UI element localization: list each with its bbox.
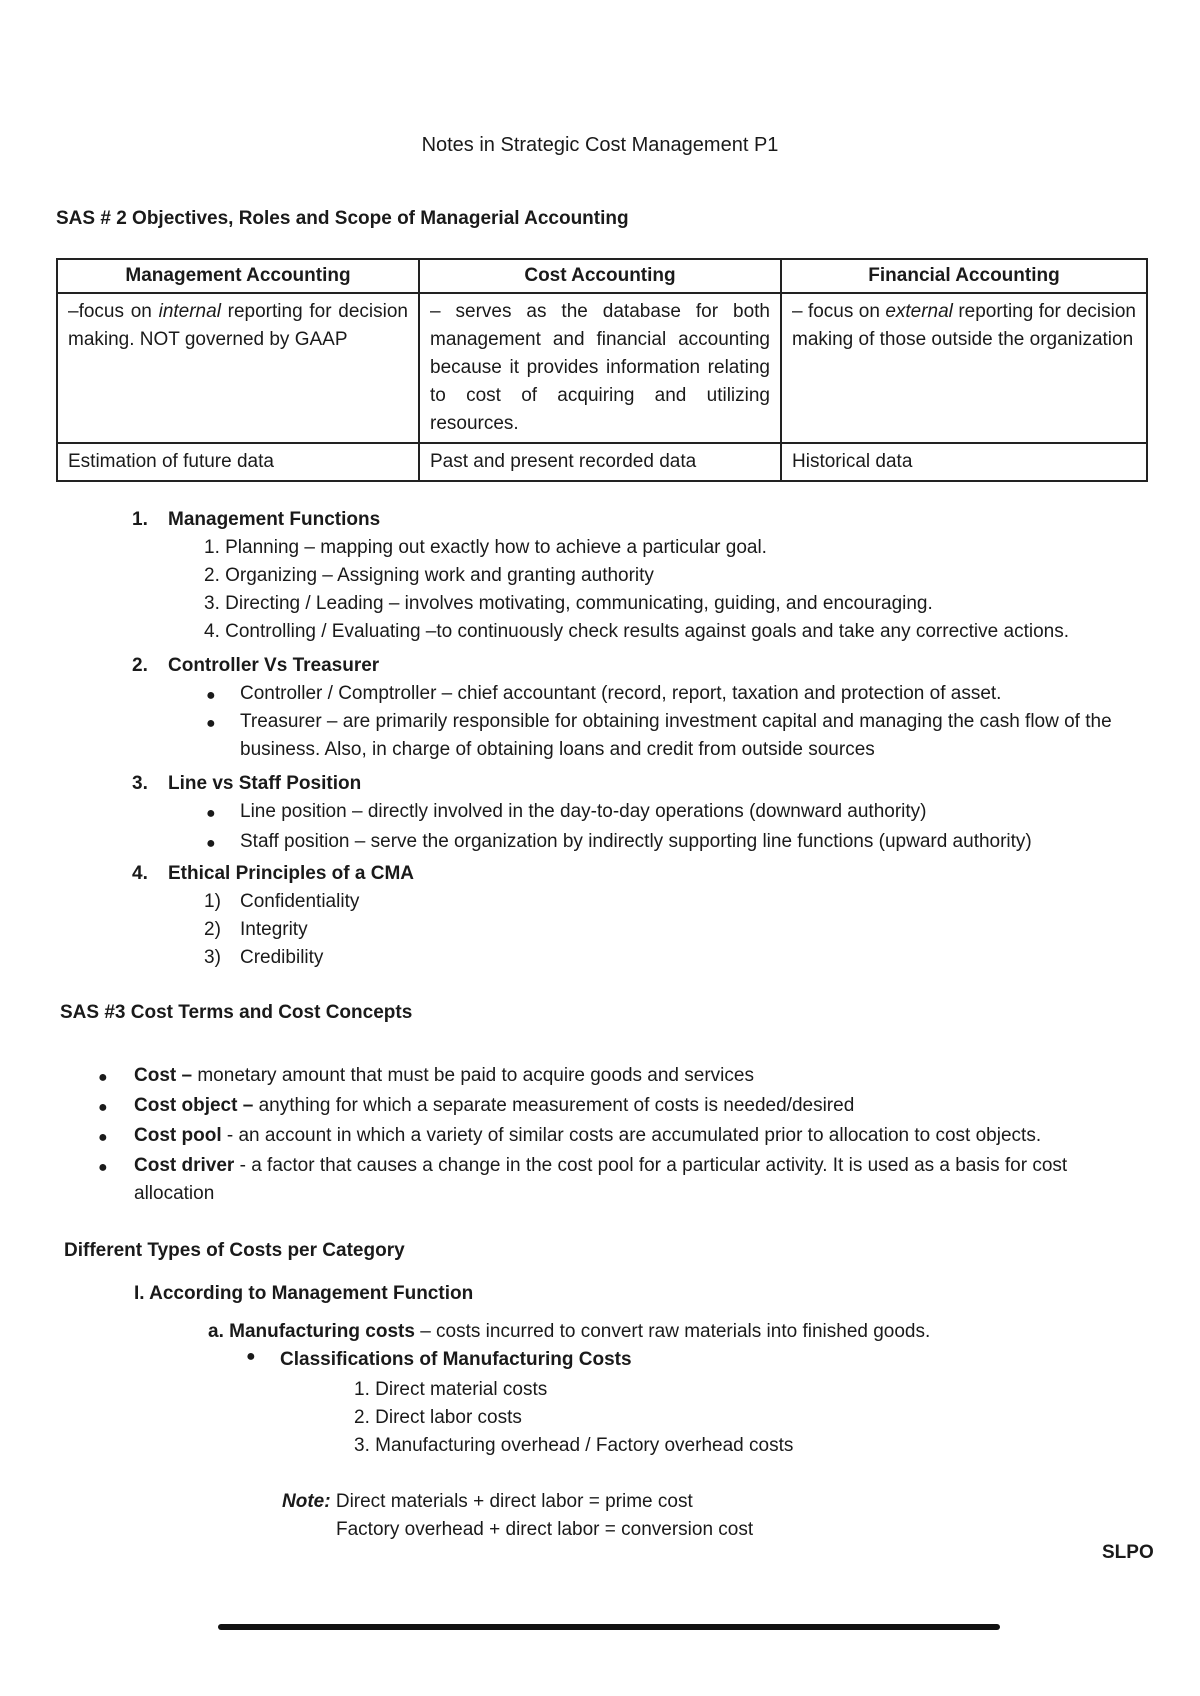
cell-management-focus: –focus on internal reporting for decision making. NOT governed by GAAP (57, 293, 419, 443)
list-number: 2) (204, 919, 221, 940)
types-subheading: I. According to Management Function (134, 1283, 474, 1304)
sas2-heading: SAS # 2 Objectives, Roles and Scope of Managerial Accounting (56, 208, 629, 229)
section-number: 4. (132, 863, 148, 884)
list-item: 1. Planning – mapping out exactly how to achieve a particular goal. (204, 537, 767, 558)
list-number: 3) (204, 947, 221, 968)
page-title: Notes in Strategic Cost Management P1 (421, 134, 779, 156)
cell-cost-data: Past and present recorded data (419, 443, 781, 481)
list-item: Cost – monetary amount that must be paid to acquire goods and services (134, 1065, 754, 1086)
list-item: Cost driver - a factor that causes a change in the cost pool for a particular activity. It is used as a basis for cost allocation (134, 1155, 1068, 1204)
table-header-row (57, 259, 1147, 293)
list-item: Cost pool - an account in which a variety of similar costs are accumulated prior to allocation to cost objects. (134, 1125, 1042, 1146)
list-item: 4. Controlling / Evaluating –to continuously check results against goals and take any corrective actions. (204, 621, 1069, 642)
bullet-icon: ● (206, 835, 216, 852)
list-item: Treasurer – are primarily responsible for obtaining investment capital and managing the cash flow of the business. Also, in charge of obtaining loans and credit from outside sources (240, 711, 1112, 760)
classifications-heading: Classifications of Manufacturing Costs (280, 1349, 632, 1370)
list-item: Line position – directly involved in the day-to-day operations (downward authority) (240, 801, 927, 822)
cell-financial-data: Historical data (781, 443, 1147, 481)
accounting-comparison-table (56, 258, 1148, 482)
bullet-icon: ● (98, 1159, 108, 1176)
bullet-icon: ● (98, 1069, 108, 1086)
header-management-accounting: Management Accounting (57, 259, 419, 293)
cell-management-data: Estimation of future data (57, 443, 419, 481)
section-title: Ethical Principles of a CMA (168, 863, 414, 884)
list-item: Cost object – anything for which a separate measurement of costs is needed/desired (134, 1095, 855, 1116)
note-line-1: Note: Direct materials + direct labor = prime cost (282, 1491, 693, 1512)
section-title: Line vs Staff Position (168, 773, 362, 794)
bullet-icon: ● (206, 805, 216, 822)
cell-financial-focus: – focus on external reporting for decision making of those outside the organization (781, 293, 1147, 443)
section-title: Management Functions (168, 509, 381, 530)
section-number: 2. (132, 655, 148, 676)
bullet-icon: ● (246, 1348, 256, 1365)
list-item: Credibility (240, 947, 324, 968)
list-item: 3. Directing / Leading – involves motivating, communicating, guiding, and encouraging. (204, 593, 933, 614)
cell-cost-database: – serves as the database for both management and financial accounting because it provides information relating to cost of acquiring and utilizing resources. (419, 293, 781, 443)
sas3-heading: SAS #3 Cost Terms and Cost Concepts (60, 1002, 413, 1023)
bottom-rule (218, 1624, 1000, 1630)
table-row (57, 443, 1147, 481)
bullet-icon: ● (98, 1099, 108, 1116)
manufacturing-costs-item: a. Manufacturing costs – costs incurred to convert raw materials into finished goods. (208, 1321, 931, 1342)
list-item: Integrity (240, 919, 308, 940)
header-financial-accounting: Financial Accounting (781, 259, 1147, 293)
section-number: 1. (132, 509, 148, 530)
list-item: Confidentiality (240, 891, 360, 912)
section-number: 3. (132, 773, 148, 794)
bullet-icon: ● (206, 687, 216, 704)
list-item: Controller / Comptroller – chief accountant (record, report, taxation and protection of asset. (240, 683, 1002, 704)
bullet-icon: ● (98, 1129, 108, 1146)
list-item: 2. Organizing – Assigning work and granting authority (204, 565, 654, 586)
header-cost-accounting: Cost Accounting (419, 259, 781, 293)
table-row (57, 293, 1147, 443)
author-initials: SLPO (1102, 1542, 1154, 1563)
list-item: 2. Direct labor costs (354, 1407, 522, 1428)
types-heading: Different Types of Costs per Category (64, 1240, 405, 1261)
list-number: 1) (204, 891, 221, 912)
bullet-icon: ● (206, 715, 216, 732)
list-item: 3. Manufacturing overhead / Factory overhead costs (354, 1435, 794, 1456)
note-line-2: Factory overhead + direct labor = conversion cost (336, 1519, 754, 1540)
section-title: Controller Vs Treasurer (168, 655, 380, 676)
list-item: Staff position – serve the organization by indirectly supporting line functions (upward authority) (240, 831, 1032, 852)
list-item: 1. Direct material costs (354, 1379, 548, 1400)
